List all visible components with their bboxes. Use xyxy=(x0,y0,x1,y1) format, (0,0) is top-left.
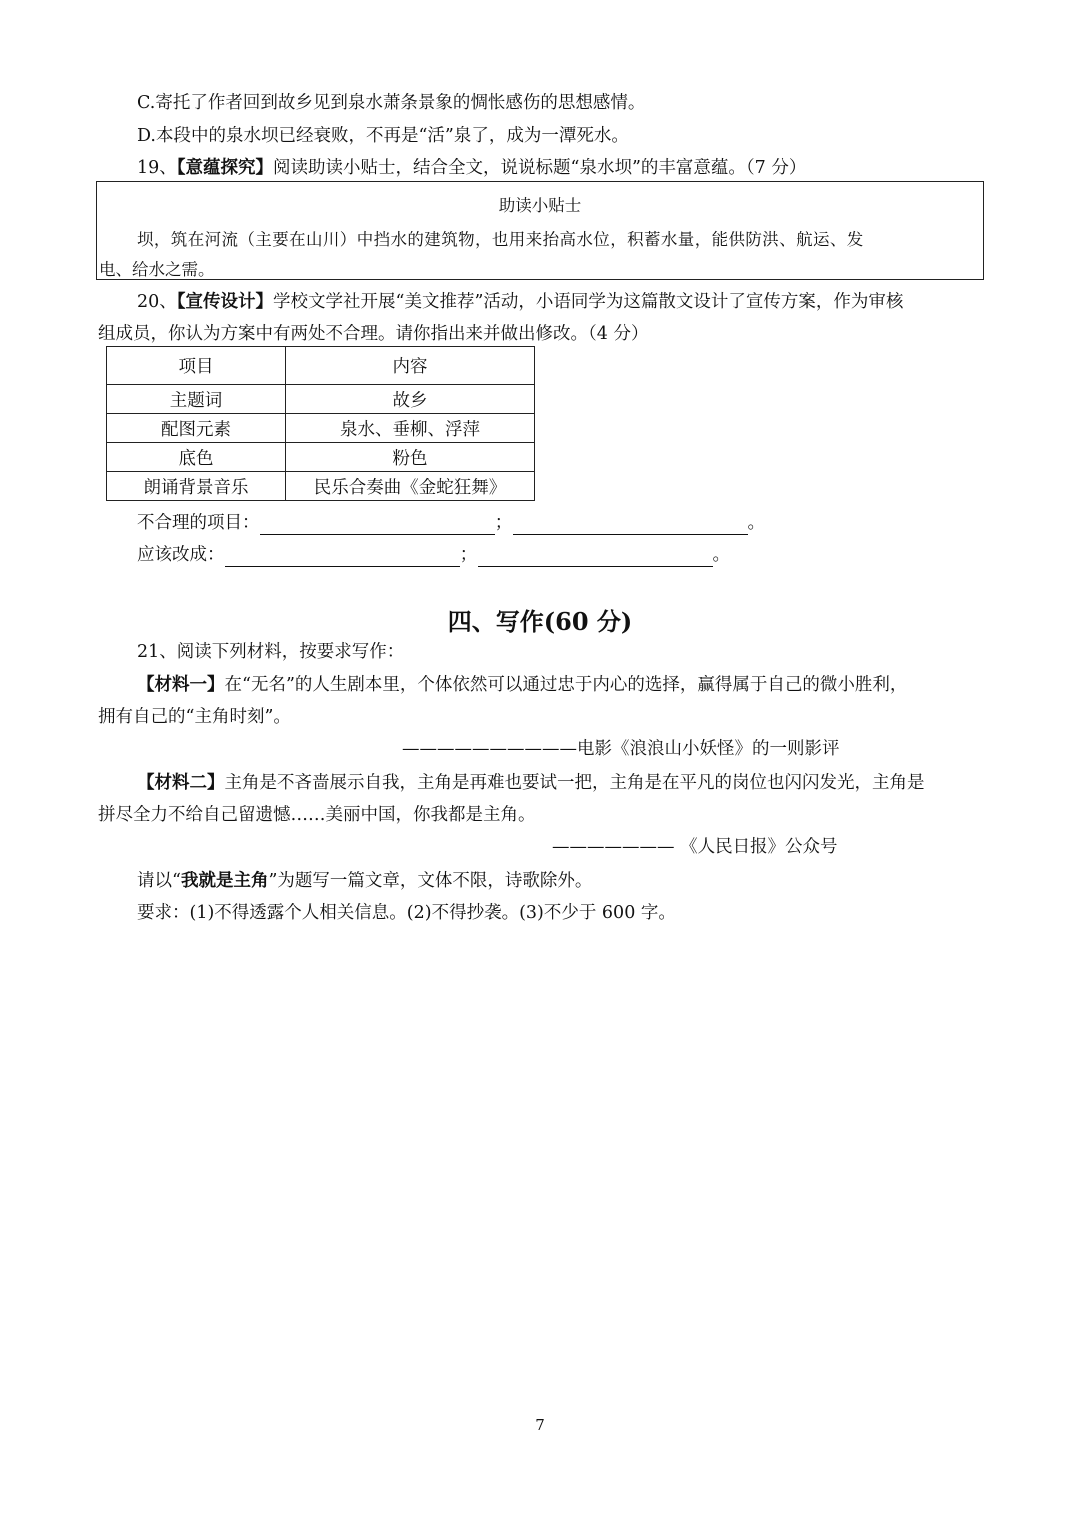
question-20-text-1: 学校文学社开展“美文推荐”活动，小语同学为这篇散文设计了宣传方案，作为审核 xyxy=(273,292,904,312)
should-change-row xyxy=(137,543,730,567)
table-row xyxy=(107,472,535,501)
material-1-text-2: 拥有自己的“主角时刻”。 xyxy=(98,707,291,727)
writing-prompt-post: ”为题写一篇文章，文体不限，诗歌除外。 xyxy=(268,871,593,891)
writing-section-title: 四、写作(60 分) xyxy=(447,607,633,636)
answer-blank-3[interactable] xyxy=(225,546,460,567)
reading-tip-box xyxy=(96,181,984,280)
material-1 xyxy=(137,673,907,697)
separator-semicolon: ； xyxy=(494,513,513,533)
table-cell-item: 主题词 xyxy=(107,385,286,414)
question-19 xyxy=(137,156,806,180)
should-change-label: 应该改成： xyxy=(137,545,225,565)
table-cell-content: 粉色 xyxy=(286,443,535,472)
table-cell-item: 朗诵背景音乐 xyxy=(107,472,286,501)
reading-tip-line-2: 电、给水之需。 xyxy=(99,260,215,279)
reading-tip-line-1: 坝，筑在河流（主要在山川）中挡水的建筑物，也用来抬高水位，积蓄水量，能供防洪、航运、发 xyxy=(137,230,864,249)
table-row xyxy=(107,443,535,472)
table-cell-item: 配图元素 xyxy=(107,414,286,443)
question-20-number: 20、 xyxy=(137,292,177,312)
answer-blank-1[interactable] xyxy=(260,514,495,535)
writing-prompt xyxy=(137,869,592,893)
writing-prompt-title: 我就是主角 xyxy=(180,871,269,891)
question-21-intro: 21、阅读下列材料，按要求写作： xyxy=(137,642,405,662)
answer-blank-2[interactable] xyxy=(513,514,748,535)
reading-tip-title: 助读小贴士 xyxy=(498,196,582,215)
unreasonable-items-label: 不合理的项目： xyxy=(137,513,260,533)
material-1-text-1: 在“无名”的人生剧本里，个体依然可以通过忠于内心的选择，赢得属于自己的微小胜利， xyxy=(224,675,908,695)
question-19-tag: 【意蕴探究】 xyxy=(176,158,274,178)
table-row xyxy=(107,385,535,414)
option-d: D.本段中的泉水坝已经衰败，不再是“活”泉了，成为一潭死水。 xyxy=(137,126,629,146)
table-row xyxy=(107,414,535,443)
table-header-content: 内容 xyxy=(286,347,535,385)
option-c: C.寄托了作者回到故乡见到泉水萧条景象的惆怅感伤的思想感情。 xyxy=(137,93,646,113)
question-20-tag: 【宣传设计】 xyxy=(176,292,274,312)
table-cell-content: 民乐合奏曲《金蛇狂舞》 xyxy=(286,472,535,501)
question-20 xyxy=(137,290,903,314)
material-2-source: ——————— 《人民日报》公众号 xyxy=(552,837,838,857)
end-period: 。 xyxy=(712,545,730,565)
material-2-text-2: 拼尽全力不给自己留遗憾……美丽中国，你我都是主角。 xyxy=(98,805,536,825)
writing-requirements: 要求：(1)不得透露个人相关信息。(2)不得抄袭。(3)不少于 600 字。 xyxy=(137,903,676,923)
question-19-text: 阅读助读小贴士，结合全文，说说标题“泉水坝”的丰富意蕴。（7 分） xyxy=(273,158,807,178)
material-1-source: ——————————电影《浪浪山小妖怪》的一则影评 xyxy=(402,739,840,759)
table-header-item: 项目 xyxy=(107,347,286,385)
unreasonable-items-row xyxy=(137,511,765,535)
end-period: 。 xyxy=(747,513,765,533)
question-20-line-2: 组成员，你认为方案中有两处不合理。请你指出来并做出修改。（4 分） xyxy=(98,324,649,344)
material-1-tag: 【材料一】 xyxy=(137,675,225,695)
answer-blank-4[interactable] xyxy=(478,546,713,567)
material-2 xyxy=(137,771,925,795)
separator-semicolon: ； xyxy=(459,545,478,565)
table-cell-content: 故乡 xyxy=(286,385,535,414)
question-19-number: 19、 xyxy=(137,158,177,178)
writing-prompt-pre: 请以“ xyxy=(137,871,181,891)
material-2-text-1: 主角是不吝啬展示自我，主角是再难也要试一把，主角是在平凡的岗位也闪闪发光，主角是 xyxy=(224,773,925,793)
table-cell-content: 泉水、垂柳、浮萍 xyxy=(286,414,535,443)
material-2-tag: 【材料二】 xyxy=(137,773,225,793)
table-header-row xyxy=(107,347,535,385)
table-cell-item: 底色 xyxy=(107,443,286,472)
page-number: 7 xyxy=(535,1416,545,1434)
publicity-plan-table xyxy=(106,346,535,501)
